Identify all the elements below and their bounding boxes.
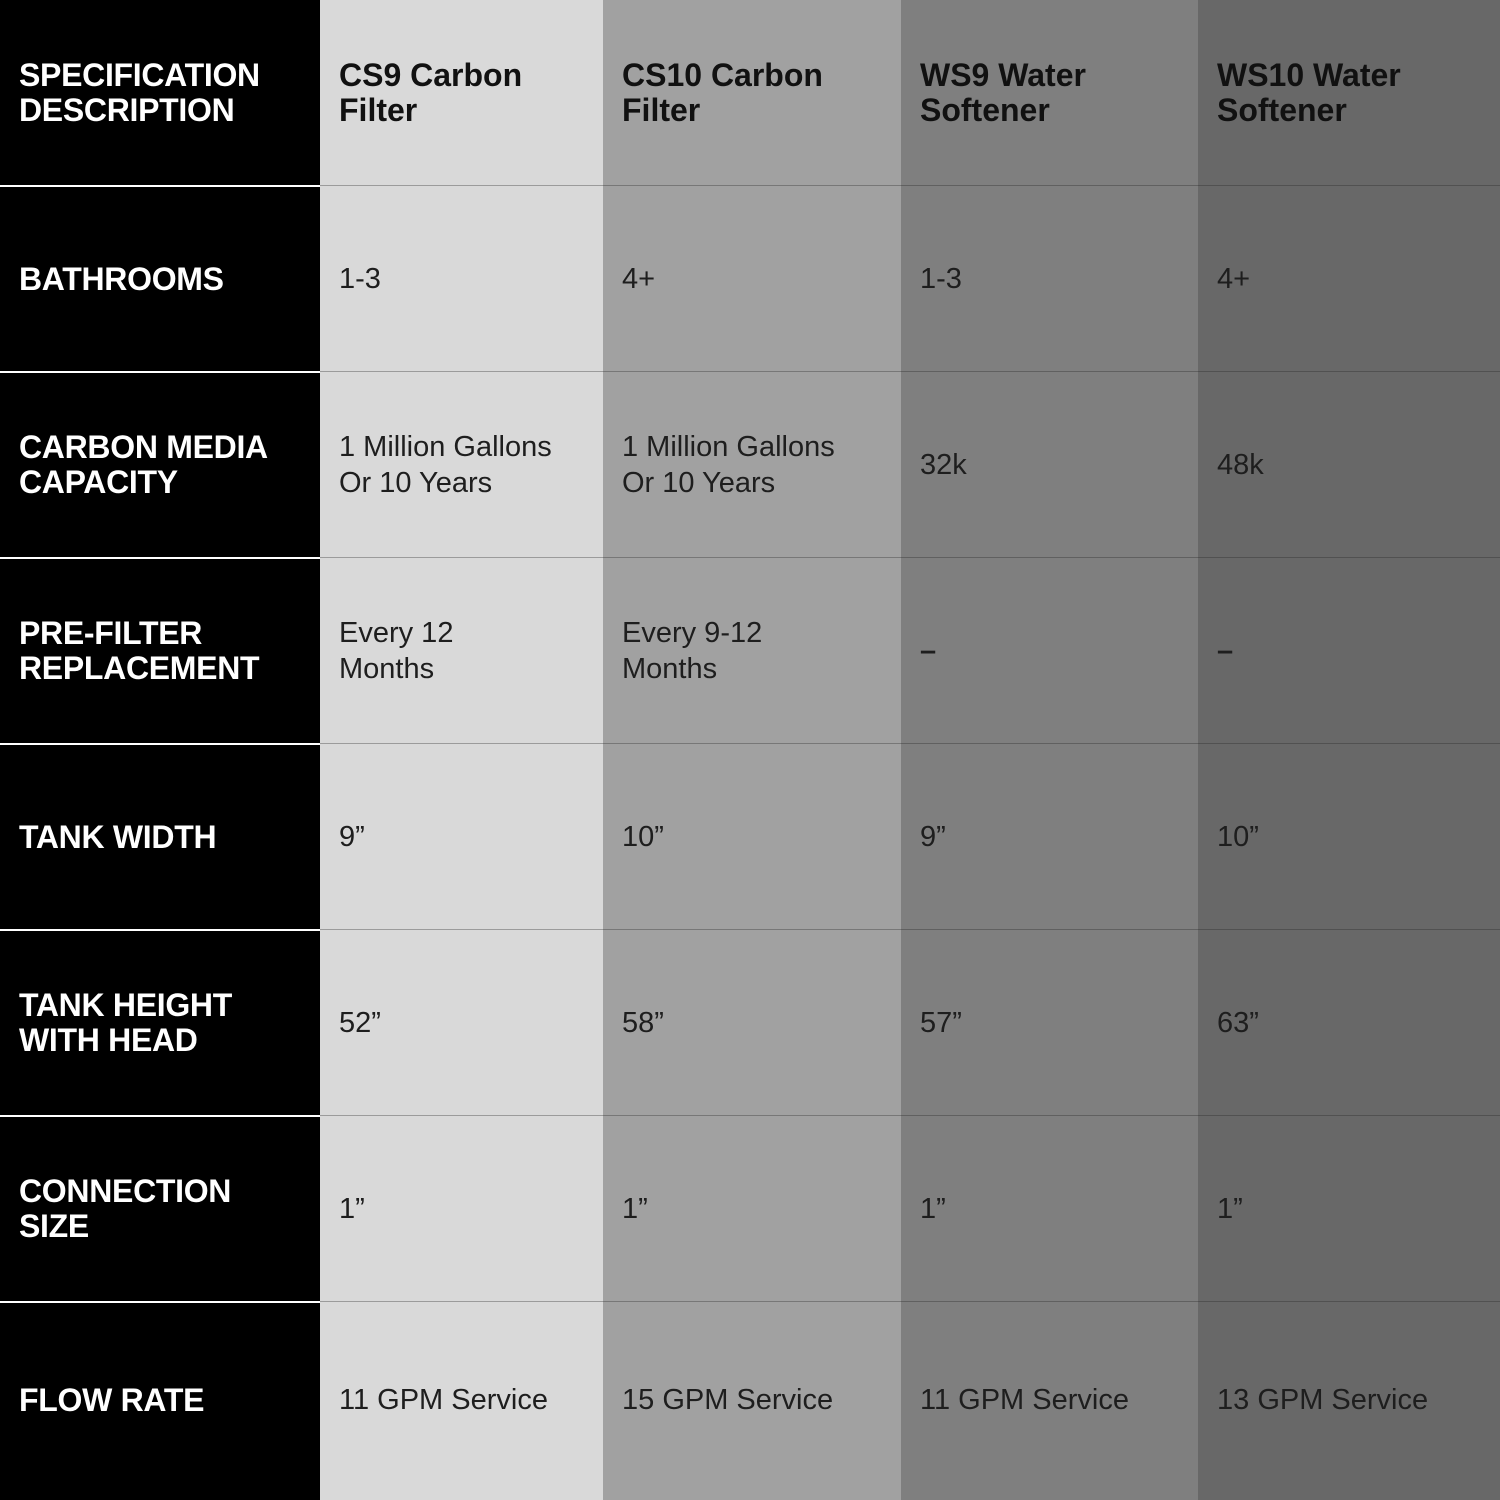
cell-tank-height-ws9: 57”: [901, 929, 1198, 1115]
cell-tank-width-ws10: 10”: [1198, 743, 1500, 929]
cell-connection-cs10: 1”: [603, 1115, 901, 1301]
cell-connection-ws10: 1”: [1198, 1115, 1500, 1301]
cell-bathrooms-ws10: 4+: [1198, 185, 1500, 371]
cell-flow-rate-cs9: 11 GPM Service: [320, 1301, 603, 1487]
cell-bathrooms-cs10: 4+: [603, 185, 901, 371]
bottom-filler-cs10: [603, 1487, 901, 1500]
cell-bathrooms-cs9: 1-3: [320, 185, 603, 371]
cell-tank-width-cs9: 9”: [320, 743, 603, 929]
cell-prefilter-ws10: –: [1198, 557, 1500, 743]
cell-tank-width-ws9: 9”: [901, 743, 1198, 929]
cell-prefilter-cs9: Every 12 Months: [320, 557, 603, 743]
cell-capacity-ws10: 48k: [1198, 371, 1500, 557]
cell-tank-height-cs9: 52”: [320, 929, 603, 1115]
bottom-filler-label: [0, 1487, 320, 1500]
product-header-cs10: CS10 Carbon Filter: [603, 0, 901, 185]
cell-tank-height-ws10: 63”: [1198, 929, 1500, 1115]
cell-flow-rate-ws10: 13 GPM Service: [1198, 1301, 1500, 1487]
row-label-tank-height: TANK HEIGHT WITH HEAD: [0, 929, 320, 1115]
row-label-bathrooms: BATHROOMS: [0, 185, 320, 371]
bottom-filler-ws9: [901, 1487, 1198, 1500]
row-label-tank-width: TANK WIDTH: [0, 743, 320, 929]
cell-bathrooms-ws9: 1-3: [901, 185, 1198, 371]
cell-flow-rate-ws9: 11 GPM Service: [901, 1301, 1198, 1487]
spec-header-label: SPECIFICATION DESCRIPTION: [0, 0, 320, 185]
cell-prefilter-cs10: Every 9-12 Months: [603, 557, 901, 743]
product-header-ws10: WS10 Water Softener: [1198, 0, 1500, 185]
cell-flow-rate-cs10: 15 GPM Service: [603, 1301, 901, 1487]
cell-capacity-cs10: 1 Million Gallons Or 10 Years: [603, 371, 901, 557]
bottom-filler-ws10: [1198, 1487, 1500, 1500]
cell-capacity-cs9: 1 Million Gallons Or 10 Years: [320, 371, 603, 557]
cell-capacity-ws9: 32k: [901, 371, 1198, 557]
row-label-pre-filter-replacement: PRE-FILTER REPLACEMENT: [0, 557, 320, 743]
cell-prefilter-ws9: –: [901, 557, 1198, 743]
row-label-flow-rate: FLOW RATE: [0, 1301, 320, 1487]
cell-connection-cs9: 1”: [320, 1115, 603, 1301]
row-label-connection-size: CONNECTION SIZE: [0, 1115, 320, 1301]
bottom-filler-cs9: [320, 1487, 603, 1500]
product-header-ws9: WS9 Water Softener: [901, 0, 1198, 185]
cell-connection-ws9: 1”: [901, 1115, 1198, 1301]
row-label-carbon-media-capacity: CARBON MEDIA CAPACITY: [0, 371, 320, 557]
product-header-cs9: CS9 Carbon Filter: [320, 0, 603, 185]
cell-tank-height-cs10: 58”: [603, 929, 901, 1115]
cell-tank-width-cs10: 10”: [603, 743, 901, 929]
